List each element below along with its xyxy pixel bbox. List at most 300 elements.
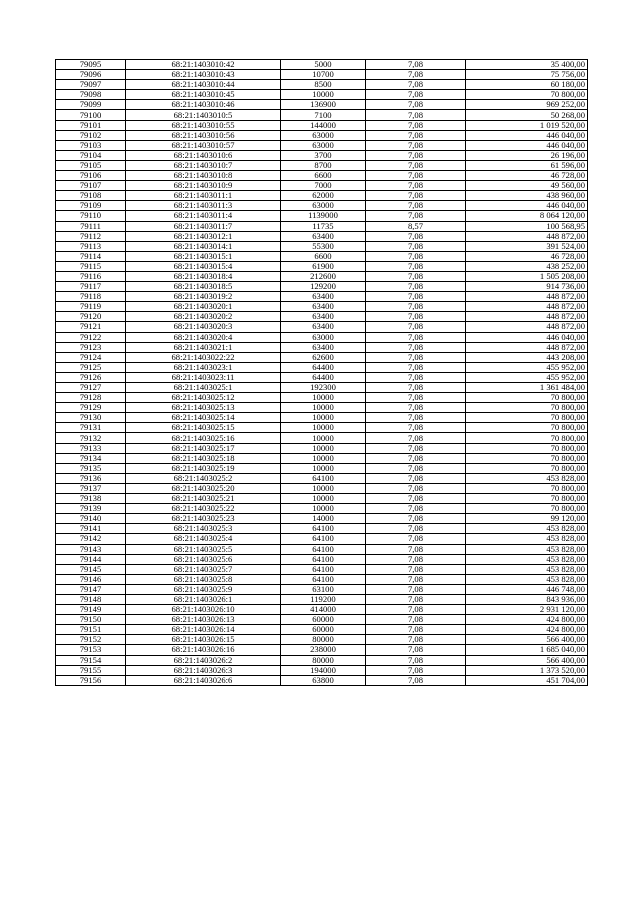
row-number-cell: 79141: [56, 524, 126, 534]
area-cell: 63000: [281, 332, 366, 342]
cadastral-value-cell: 448 872,00: [466, 292, 588, 302]
specific-value-cell: 7,08: [366, 635, 466, 645]
cadastral-value-cell: 843 936,00: [466, 594, 588, 604]
row-number-cell: 79152: [56, 635, 126, 645]
cadastral-number-cell: 68:21:1403012:1: [126, 231, 281, 241]
cadastral-value-table: [55, 59, 588, 686]
row-number-cell: 79139: [56, 504, 126, 514]
row-number-cell: 79112: [56, 231, 126, 241]
table-row: [56, 554, 588, 564]
row-number-cell: 79107: [56, 181, 126, 191]
cadastral-number-cell: 68:21:1403014:1: [126, 241, 281, 251]
area-cell: 63400: [281, 342, 366, 352]
area-cell: 8500: [281, 80, 366, 90]
specific-value-cell: 7,08: [366, 453, 466, 463]
table-row: [56, 483, 588, 493]
cadastral-number-cell: 68:21:1403025:1: [126, 383, 281, 393]
cadastral-number-cell: 68:21:1403015:4: [126, 261, 281, 271]
cadastral-value-cell: 566 400,00: [466, 655, 588, 665]
specific-value-cell: 7,08: [366, 70, 466, 80]
specific-value-cell: 7,08: [366, 524, 466, 534]
table-row: [56, 504, 588, 514]
specific-value-cell: 7,08: [366, 271, 466, 281]
area-cell: 10000: [281, 433, 366, 443]
cadastral-number-cell: 68:21:1403025:8: [126, 574, 281, 584]
area-cell: 7100: [281, 110, 366, 120]
specific-value-cell: 7,08: [366, 282, 466, 292]
area-cell: 10000: [281, 413, 366, 423]
table-row: [56, 292, 588, 302]
cadastral-number-cell: 68:21:1403020:1: [126, 302, 281, 312]
area-cell: 119200: [281, 594, 366, 604]
cadastral-number-cell: 68:21:1403025:22: [126, 504, 281, 514]
cadastral-value-cell: 424 800,00: [466, 625, 588, 635]
row-number-cell: 79146: [56, 574, 126, 584]
cadastral-value-cell: 448 872,00: [466, 342, 588, 352]
table-row: [56, 70, 588, 80]
specific-value-cell: 7,08: [366, 160, 466, 170]
cadastral-value-cell: 438 252,00: [466, 261, 588, 271]
cadastral-number-cell: 68:21:1403010:5: [126, 110, 281, 120]
table-row: [56, 383, 588, 393]
cadastral-number-cell: 68:21:1403015:1: [126, 251, 281, 261]
table-row: [56, 574, 588, 584]
specific-value-cell: 7,08: [366, 625, 466, 635]
row-number-cell: 79110: [56, 211, 126, 221]
cadastral-value-cell: 453 828,00: [466, 554, 588, 564]
row-number-cell: 79121: [56, 322, 126, 332]
row-number-cell: 79128: [56, 393, 126, 403]
cadastral-value-cell: 60 180,00: [466, 80, 588, 90]
cadastral-number-cell: 68:21:1403010:45: [126, 90, 281, 100]
specific-value-cell: 7,08: [366, 140, 466, 150]
cadastral-number-cell: 68:21:1403025:13: [126, 403, 281, 413]
table-row: [56, 322, 588, 332]
cadastral-value-cell: 453 828,00: [466, 473, 588, 483]
cadastral-number-cell: 68:21:1403025:14: [126, 413, 281, 423]
table-row: [56, 594, 588, 604]
row-number-cell: 79097: [56, 80, 126, 90]
cadastral-value-cell: 448 872,00: [466, 231, 588, 241]
cadastral-number-cell: 68:21:1403023:11: [126, 372, 281, 382]
table-body: [56, 60, 588, 686]
area-cell: 64100: [281, 544, 366, 554]
row-number-cell: 79147: [56, 584, 126, 594]
specific-value-cell: 7,08: [366, 322, 466, 332]
row-number-cell: 79114: [56, 251, 126, 261]
cadastral-number-cell: 68:21:1403020:3: [126, 322, 281, 332]
cadastral-number-cell: 68:21:1403025:20: [126, 483, 281, 493]
cadastral-value-cell: 61 596,00: [466, 160, 588, 170]
area-cell: 55300: [281, 241, 366, 251]
cadastral-value-cell: 446 040,00: [466, 130, 588, 140]
table-row: [56, 211, 588, 221]
cadastral-value-cell: 70 800,00: [466, 413, 588, 423]
table-row: [56, 564, 588, 574]
table-row: [56, 433, 588, 443]
cadastral-number-cell: 68:21:1403026:2: [126, 655, 281, 665]
specific-value-cell: 8,57: [366, 221, 466, 231]
table-row: [56, 413, 588, 423]
area-cell: 144000: [281, 120, 366, 130]
area-cell: 62600: [281, 352, 366, 362]
specific-value-cell: 7,08: [366, 211, 466, 221]
table-row: [56, 130, 588, 140]
cadastral-number-cell: 68:21:1403018:4: [126, 271, 281, 281]
table-row: [56, 524, 588, 534]
cadastral-value-cell: 70 800,00: [466, 403, 588, 413]
specific-value-cell: 7,08: [366, 504, 466, 514]
area-cell: 63400: [281, 312, 366, 322]
area-cell: 194000: [281, 665, 366, 675]
specific-value-cell: 7,08: [366, 130, 466, 140]
row-number-cell: 79115: [56, 261, 126, 271]
row-number-cell: 79156: [56, 675, 126, 685]
table-row: [56, 463, 588, 473]
specific-value-cell: 7,08: [366, 433, 466, 443]
area-cell: 64100: [281, 524, 366, 534]
row-number-cell: 79113: [56, 241, 126, 251]
table-row: [56, 665, 588, 675]
area-cell: 10000: [281, 494, 366, 504]
row-number-cell: 79116: [56, 271, 126, 281]
table-row: [56, 675, 588, 685]
cadastral-value-cell: 70 800,00: [466, 504, 588, 514]
row-number-cell: 79098: [56, 90, 126, 100]
specific-value-cell: 7,08: [366, 241, 466, 251]
row-number-cell: 79151: [56, 625, 126, 635]
cadastral-number-cell: 68:21:1403025:7: [126, 564, 281, 574]
table-row: [56, 655, 588, 665]
cadastral-number-cell: 68:21:1403025:12: [126, 393, 281, 403]
area-cell: 63000: [281, 130, 366, 140]
row-number-cell: 79126: [56, 372, 126, 382]
area-cell: 8700: [281, 160, 366, 170]
cadastral-number-cell: 68:21:1403025:23: [126, 514, 281, 524]
table-row: [56, 342, 588, 352]
cadastral-number-cell: 68:21:1403010:6: [126, 150, 281, 160]
cadastral-number-cell: 68:21:1403025:15: [126, 423, 281, 433]
specific-value-cell: 7,08: [366, 120, 466, 130]
table-row: [56, 140, 588, 150]
row-number-cell: 79149: [56, 605, 126, 615]
cadastral-number-cell: 68:21:1403011:4: [126, 211, 281, 221]
table-row: [56, 251, 588, 261]
cadastral-number-cell: 68:21:1403026:13: [126, 615, 281, 625]
cadastral-number-cell: 68:21:1403025:2: [126, 473, 281, 483]
row-number-cell: 79144: [56, 554, 126, 564]
cadastral-number-cell: 68:21:1403025:5: [126, 544, 281, 554]
table-row: [56, 90, 588, 100]
table-row: [56, 584, 588, 594]
table-row: [56, 302, 588, 312]
cadastral-value-cell: 455 952,00: [466, 362, 588, 372]
specific-value-cell: 7,08: [366, 605, 466, 615]
area-cell: 6600: [281, 171, 366, 181]
area-cell: 10000: [281, 504, 366, 514]
specific-value-cell: 7,08: [366, 80, 466, 90]
area-cell: 63000: [281, 140, 366, 150]
row-number-cell: 79140: [56, 514, 126, 524]
cadastral-value-cell: 424 800,00: [466, 615, 588, 625]
area-cell: 10000: [281, 443, 366, 453]
specific-value-cell: 7,08: [366, 494, 466, 504]
cadastral-value-cell: 75 756,00: [466, 70, 588, 80]
cadastral-value-cell: 1 373 520,00: [466, 665, 588, 675]
area-cell: 64100: [281, 473, 366, 483]
table-row: [56, 635, 588, 645]
area-cell: 61900: [281, 261, 366, 271]
specific-value-cell: 7,08: [366, 292, 466, 302]
cadastral-value-cell: 453 828,00: [466, 574, 588, 584]
table-row: [56, 352, 588, 362]
cadastral-value-cell: 99 120,00: [466, 514, 588, 524]
row-number-cell: 79123: [56, 342, 126, 352]
area-cell: 63400: [281, 302, 366, 312]
cadastral-value-cell: 566 400,00: [466, 635, 588, 645]
table-row: [56, 453, 588, 463]
area-cell: 7000: [281, 181, 366, 191]
cadastral-number-cell: 68:21:1403026:15: [126, 635, 281, 645]
specific-value-cell: 7,08: [366, 393, 466, 403]
area-cell: 80000: [281, 635, 366, 645]
cadastral-value-cell: 70 800,00: [466, 483, 588, 493]
cadastral-number-cell: 68:21:1403011:3: [126, 201, 281, 211]
row-number-cell: 79101: [56, 120, 126, 130]
cadastral-number-cell: 68:21:1403010:46: [126, 100, 281, 110]
cadastral-number-cell: 68:21:1403026:10: [126, 605, 281, 615]
specific-value-cell: 7,08: [366, 514, 466, 524]
table-row: [56, 80, 588, 90]
cadastral-number-cell: 68:21:1403010:43: [126, 70, 281, 80]
cadastral-number-cell: 68:21:1403025:3: [126, 524, 281, 534]
table-row: [56, 181, 588, 191]
area-cell: 10000: [281, 403, 366, 413]
cadastral-value-cell: 453 828,00: [466, 544, 588, 554]
table-row: [56, 615, 588, 625]
row-number-cell: 79129: [56, 403, 126, 413]
cadastral-number-cell: 68:21:1403026:1: [126, 594, 281, 604]
table-row: [56, 362, 588, 372]
row-number-cell: 79133: [56, 443, 126, 453]
cadastral-value-cell: 49 560,00: [466, 181, 588, 191]
document-page: [55, 59, 587, 686]
specific-value-cell: 7,08: [366, 443, 466, 453]
cadastral-value-cell: 446 748,00: [466, 584, 588, 594]
cadastral-value-cell: 100 568,95: [466, 221, 588, 231]
area-cell: 129200: [281, 282, 366, 292]
table-row: [56, 110, 588, 120]
cadastral-value-cell: 443 208,00: [466, 352, 588, 362]
table-row: [56, 494, 588, 504]
cadastral-value-cell: 1 685 040,00: [466, 645, 588, 655]
row-number-cell: 79124: [56, 352, 126, 362]
area-cell: 6600: [281, 251, 366, 261]
specific-value-cell: 7,08: [366, 554, 466, 564]
cadastral-value-cell: 50 268,00: [466, 110, 588, 120]
table-row: [56, 221, 588, 231]
row-number-cell: 79155: [56, 665, 126, 675]
area-cell: 10000: [281, 90, 366, 100]
cadastral-value-cell: 1 361 484,00: [466, 383, 588, 393]
area-cell: 64100: [281, 574, 366, 584]
specific-value-cell: 7,08: [366, 352, 466, 362]
specific-value-cell: 7,08: [366, 615, 466, 625]
cadastral-number-cell: 68:21:1403026:14: [126, 625, 281, 635]
cadastral-value-cell: 70 800,00: [466, 423, 588, 433]
area-cell: 62000: [281, 191, 366, 201]
cadastral-value-cell: 455 952,00: [466, 372, 588, 382]
row-number-cell: 79117: [56, 282, 126, 292]
table-row: [56, 403, 588, 413]
cadastral-value-cell: 453 828,00: [466, 534, 588, 544]
cadastral-number-cell: 68:21:1403026:6: [126, 675, 281, 685]
specific-value-cell: 7,08: [366, 544, 466, 554]
table-row: [56, 312, 588, 322]
area-cell: 60000: [281, 615, 366, 625]
specific-value-cell: 7,08: [366, 110, 466, 120]
row-number-cell: 79150: [56, 615, 126, 625]
table-row: [56, 423, 588, 433]
cadastral-value-cell: 453 828,00: [466, 524, 588, 534]
specific-value-cell: 7,08: [366, 251, 466, 261]
area-cell: 5000: [281, 60, 366, 70]
cadastral-value-cell: 1 019 520,00: [466, 120, 588, 130]
row-number-cell: 79137: [56, 483, 126, 493]
row-number-cell: 79138: [56, 494, 126, 504]
cadastral-value-cell: 2 931 120,00: [466, 605, 588, 615]
area-cell: 63400: [281, 322, 366, 332]
cadastral-number-cell: 68:21:1403025:19: [126, 463, 281, 473]
table-row: [56, 271, 588, 281]
cadastral-number-cell: 68:21:1403010:57: [126, 140, 281, 150]
row-number-cell: 79100: [56, 110, 126, 120]
specific-value-cell: 7,08: [366, 403, 466, 413]
row-number-cell: 79154: [56, 655, 126, 665]
specific-value-cell: 7,08: [366, 231, 466, 241]
area-cell: 414000: [281, 605, 366, 615]
row-number-cell: 79106: [56, 171, 126, 181]
cadastral-number-cell: 68:21:1403025:6: [126, 554, 281, 564]
table-row: [56, 625, 588, 635]
specific-value-cell: 7,08: [366, 372, 466, 382]
area-cell: 10000: [281, 483, 366, 493]
area-cell: 80000: [281, 655, 366, 665]
row-number-cell: 79105: [56, 160, 126, 170]
area-cell: 64100: [281, 534, 366, 544]
cadastral-value-cell: 46 728,00: [466, 171, 588, 181]
row-number-cell: 79102: [56, 130, 126, 140]
area-cell: 212600: [281, 271, 366, 281]
cadastral-number-cell: 68:21:1403010:44: [126, 80, 281, 90]
cadastral-value-cell: 914 736,00: [466, 282, 588, 292]
row-number-cell: 79130: [56, 413, 126, 423]
specific-value-cell: 7,08: [366, 463, 466, 473]
table-row: [56, 261, 588, 271]
cadastral-number-cell: 68:21:1403025:4: [126, 534, 281, 544]
specific-value-cell: 7,08: [366, 312, 466, 322]
cadastral-number-cell: 68:21:1403010:55: [126, 120, 281, 130]
table-row: [56, 160, 588, 170]
specific-value-cell: 7,08: [366, 383, 466, 393]
cadastral-value-cell: 46 728,00: [466, 251, 588, 261]
row-number-cell: 79134: [56, 453, 126, 463]
specific-value-cell: 7,08: [366, 574, 466, 584]
row-number-cell: 79143: [56, 544, 126, 554]
specific-value-cell: 7,08: [366, 413, 466, 423]
cadastral-value-cell: 448 872,00: [466, 302, 588, 312]
cadastral-value-cell: 70 800,00: [466, 393, 588, 403]
cadastral-number-cell: 68:21:1403021:1: [126, 342, 281, 352]
row-number-cell: 79153: [56, 645, 126, 655]
cadastral-number-cell: 68:21:1403025:17: [126, 443, 281, 453]
row-number-cell: 79111: [56, 221, 126, 231]
cadastral-value-cell: 451 704,00: [466, 675, 588, 685]
specific-value-cell: 7,08: [366, 261, 466, 271]
specific-value-cell: 7,08: [366, 534, 466, 544]
cadastral-value-cell: 70 800,00: [466, 453, 588, 463]
row-number-cell: 79120: [56, 312, 126, 322]
row-number-cell: 79132: [56, 433, 126, 443]
area-cell: 60000: [281, 625, 366, 635]
cadastral-value-cell: 438 960,00: [466, 191, 588, 201]
specific-value-cell: 7,08: [366, 423, 466, 433]
cadastral-number-cell: 68:21:1403023:1: [126, 362, 281, 372]
area-cell: 14000: [281, 514, 366, 524]
cadastral-value-cell: 446 040,00: [466, 332, 588, 342]
row-number-cell: 79119: [56, 302, 126, 312]
cadastral-number-cell: 68:21:1403011:1: [126, 191, 281, 201]
cadastral-value-cell: 446 040,00: [466, 140, 588, 150]
row-number-cell: 79122: [56, 332, 126, 342]
cadastral-value-cell: 70 800,00: [466, 90, 588, 100]
specific-value-cell: 7,08: [366, 675, 466, 685]
specific-value-cell: 7,08: [366, 564, 466, 574]
cadastral-number-cell: 68:21:1403026:16: [126, 645, 281, 655]
row-number-cell: 79136: [56, 473, 126, 483]
table-row: [56, 201, 588, 211]
row-number-cell: 79104: [56, 150, 126, 160]
area-cell: 238000: [281, 645, 366, 655]
table-row: [56, 393, 588, 403]
area-cell: 192300: [281, 383, 366, 393]
cadastral-value-cell: 448 872,00: [466, 322, 588, 332]
table-row: [56, 171, 588, 181]
cadastral-value-cell: 391 524,00: [466, 241, 588, 251]
area-cell: 136900: [281, 100, 366, 110]
cadastral-number-cell: 68:21:1403018:5: [126, 282, 281, 292]
cadastral-number-cell: 68:21:1403010:7: [126, 160, 281, 170]
row-number-cell: 79131: [56, 423, 126, 433]
specific-value-cell: 7,08: [366, 362, 466, 372]
area-cell: 10000: [281, 423, 366, 433]
cadastral-number-cell: 68:21:1403025:18: [126, 453, 281, 463]
specific-value-cell: 7,08: [366, 342, 466, 352]
table-row: [56, 544, 588, 554]
cadastral-number-cell: 68:21:1403022:22: [126, 352, 281, 362]
area-cell: 10000: [281, 393, 366, 403]
cadastral-value-cell: 70 800,00: [466, 494, 588, 504]
table-row: [56, 645, 588, 655]
cadastral-number-cell: 68:21:1403010:8: [126, 171, 281, 181]
specific-value-cell: 7,08: [366, 150, 466, 160]
specific-value-cell: 7,08: [366, 302, 466, 312]
cadastral-value-cell: 448 872,00: [466, 312, 588, 322]
table-row: [56, 100, 588, 110]
table-row: [56, 241, 588, 251]
cadastral-value-cell: 446 040,00: [466, 201, 588, 211]
table-row: [56, 443, 588, 453]
